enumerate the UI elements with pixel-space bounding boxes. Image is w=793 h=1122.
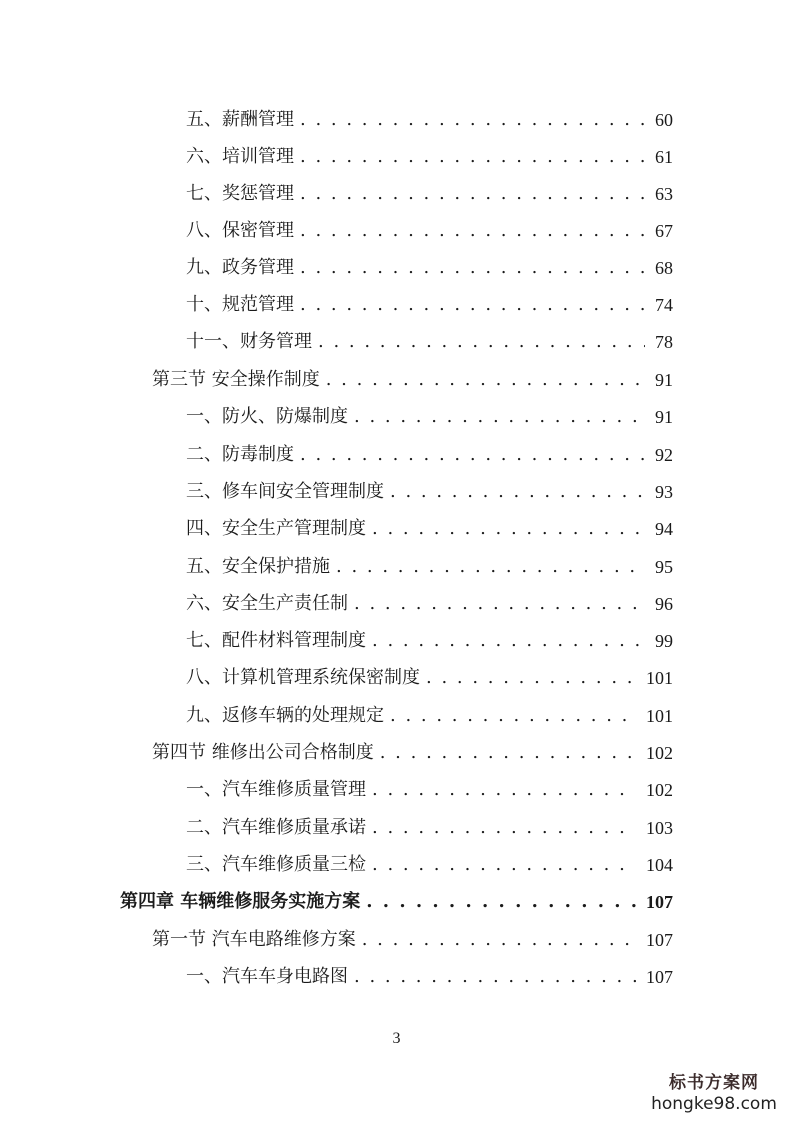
toc-dot-leader [336, 552, 645, 582]
toc-entry [186, 850, 673, 880]
toc-dot-leader [372, 514, 645, 544]
toc-entry-page: 61 [655, 147, 673, 167]
toc-entry-title: 五、薪酬管理 [186, 109, 294, 130]
toc-entry [186, 701, 673, 731]
page-number: 3 [392, 1030, 401, 1047]
toc-entry [186, 775, 673, 805]
toc-entry-page: 74 [655, 295, 673, 315]
toc-dot-leader [362, 925, 636, 955]
toc-section-entry [152, 925, 673, 955]
toc-entry-title: 二、汽车维修质量承诺 [186, 817, 366, 838]
toc-entry-page: 91 [655, 407, 673, 427]
watermark [649, 1068, 779, 1114]
toc-entry-page: 92 [655, 445, 673, 465]
toc-entry [186, 327, 673, 357]
toc-entry-title: 第四节 维修出公司合格制度 [152, 742, 374, 763]
toc-entry-title: 二、防毒制度 [186, 444, 294, 465]
toc-entry-title: 十一、财务管理 [186, 331, 312, 352]
toc-entry-page: 102 [646, 780, 673, 800]
toc-entry [186, 253, 673, 283]
toc-entry-title: 十、规范管理 [186, 294, 294, 315]
toc-entry-title: 四、安全生产管理制度 [186, 518, 366, 539]
toc-entry-page: 67 [655, 221, 673, 241]
toc-dot-leader [372, 626, 645, 656]
toc-dot-leader [300, 179, 645, 209]
toc-entry-page: 94 [655, 519, 673, 539]
toc-dot-leader [318, 327, 645, 357]
toc-dot-leader [372, 813, 636, 843]
toc-dot-leader [380, 738, 636, 768]
toc-dot-leader [390, 701, 636, 731]
toc-entry [186, 589, 673, 619]
toc-entry-page: 93 [655, 482, 673, 502]
toc-section-entry [152, 365, 673, 395]
toc-entry [186, 179, 673, 209]
toc-entry-page: 78 [655, 332, 673, 352]
toc-entry-page: 95 [655, 557, 673, 577]
toc-dot-leader [300, 105, 645, 135]
toc-dot-leader [372, 775, 636, 805]
toc-entry-page: 107 [646, 967, 673, 987]
toc-dot-leader [366, 887, 636, 917]
toc-entry [186, 552, 673, 582]
toc-dot-leader [354, 962, 636, 992]
toc-dot-leader [354, 402, 645, 432]
toc-entry-page: 101 [646, 706, 673, 726]
toc-dot-leader [300, 253, 645, 283]
toc-entry-page: 107 [646, 892, 673, 912]
toc-entry-page: 102 [646, 743, 673, 763]
toc-dot-leader [426, 663, 636, 693]
toc-entry-title: 三、汽车维修质量三检 [186, 854, 366, 875]
toc-entry [186, 477, 673, 507]
toc-dot-leader [326, 365, 645, 395]
toc-entry-title: 五、安全保护措施 [186, 556, 330, 577]
toc-entry-title: 九、返修车辆的处理规定 [186, 705, 384, 726]
toc-entry [186, 290, 673, 320]
watermark-domain-text: hongke98.com [651, 1094, 777, 1114]
toc-entry [186, 663, 673, 693]
toc-entry-title: 第四章 车辆维修服务实施方案 [120, 891, 361, 912]
toc-entry-page: 99 [655, 631, 673, 651]
toc-entry [186, 105, 673, 135]
toc-entry-title: 八、计算机管理系统保密制度 [186, 667, 420, 688]
toc-entry-title: 三、修车间安全管理制度 [186, 481, 384, 502]
toc-entry [186, 142, 673, 172]
toc-entry [186, 402, 673, 432]
toc-entry-title: 七、配件材料管理制度 [186, 630, 366, 651]
toc-entry-title: 八、保密管理 [186, 220, 294, 241]
toc-entry [186, 626, 673, 656]
toc-entry-page: 60 [655, 110, 673, 130]
toc-entry [186, 813, 673, 843]
toc-entry-page: 103 [646, 818, 673, 838]
toc-dot-leader [300, 142, 645, 172]
toc-entry [186, 440, 673, 470]
toc-entry-title: 六、安全生产责任制 [186, 593, 348, 614]
toc-entry-title: 一、汽车车身电路图 [186, 966, 348, 987]
toc-dot-leader [372, 850, 636, 880]
toc-entry-title: 第三节 安全操作制度 [152, 369, 320, 390]
toc-chapter-entry [120, 887, 673, 917]
toc-entry [186, 962, 673, 992]
toc-entry-page: 96 [655, 594, 673, 614]
toc-entry-page: 63 [655, 184, 673, 204]
toc-entry-page: 107 [646, 930, 673, 950]
toc-entry [186, 216, 673, 246]
toc-entry [186, 514, 673, 544]
toc-entry-title: 一、防火、防爆制度 [186, 406, 348, 427]
toc-dot-leader [300, 216, 645, 246]
toc-entry-page: 104 [646, 855, 673, 875]
watermark-chinese-text: 标书方案网 [669, 1073, 759, 1093]
toc-dot-leader [354, 589, 645, 619]
toc-dot-leader [300, 440, 645, 470]
toc-section-entry [152, 738, 673, 768]
toc-entry-page: 91 [655, 370, 673, 390]
toc-dot-leader [390, 477, 645, 507]
toc-entry-page: 68 [655, 258, 673, 278]
toc-entry-title: 一、汽车维修质量管理 [186, 779, 366, 800]
toc-entry-title: 六、培训管理 [186, 146, 294, 167]
toc-entry-title: 七、奖惩管理 [186, 183, 294, 204]
toc-entry-title: 九、政务管理 [186, 257, 294, 278]
toc-entry-title: 第一节 汽车电路维修方案 [152, 929, 356, 950]
toc-dot-leader [300, 290, 645, 320]
toc-entry-page: 101 [646, 668, 673, 688]
